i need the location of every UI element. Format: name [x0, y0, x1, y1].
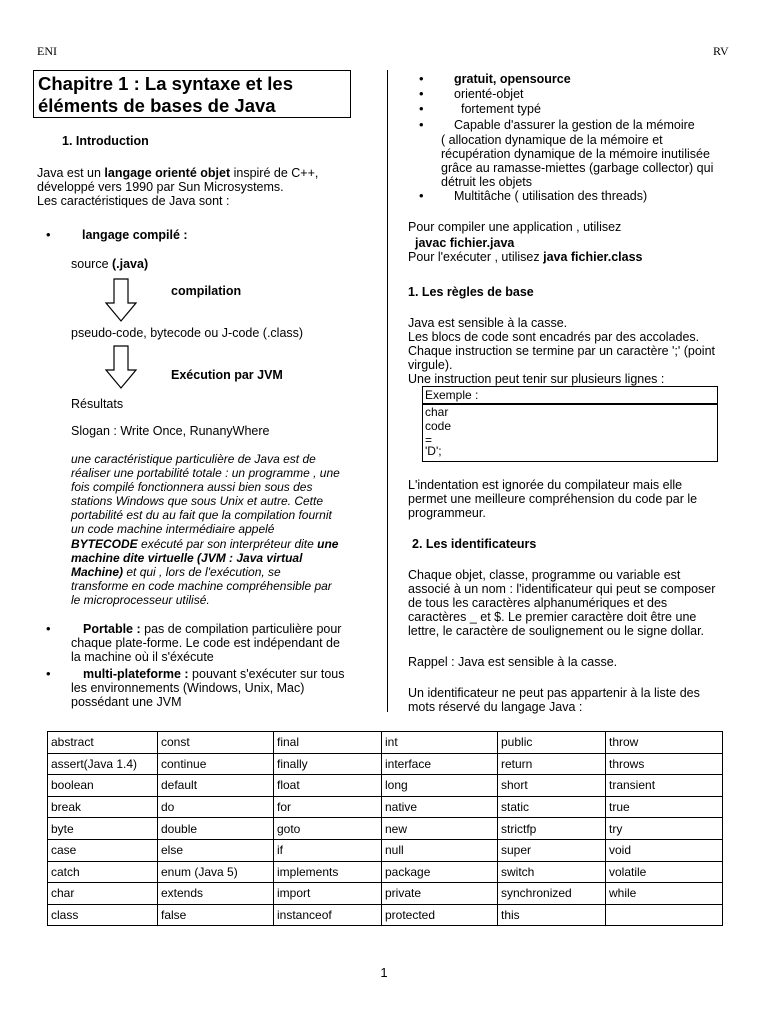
keyword-cell: catch [48, 861, 158, 883]
keyword-cell: float [274, 775, 382, 797]
keyword-cell: double [158, 818, 274, 840]
page-number: 1 [380, 965, 388, 980]
keyword-cell: default [158, 775, 274, 797]
keyword-cell: int [382, 732, 498, 754]
keyword-cell: protected [382, 904, 498, 926]
down-arrow-icon [105, 278, 137, 322]
rules-paragraph: Java est sensible à la casse. Les blocs de code sont encadrés par des accolades. Chaque instruction se termine par un caractère ';' (point virgule). Une instruction peut tenir sur plusieurs lignes : [408, 316, 716, 386]
keyword-cell: extends [158, 883, 274, 905]
identifiers-paragraph: Chaque objet, classe, programme ou variable est associé à un nom : l'identificateur qui peut se composer de tous les caractères alphanumériques et des caractères _ et $. Le premier caractère doit être une lettre, le caractère de soulignement ou le signe dollar. [408, 568, 716, 638]
keyword-cell: enum (Java 5) [158, 861, 274, 883]
bullet-icon: • [419, 188, 424, 203]
keyword-cell: short [498, 775, 606, 797]
table-row [48, 904, 723, 926]
results-line: Résultats [71, 397, 124, 411]
keyword-cell: null [382, 839, 498, 861]
keyword-cell: transient [606, 775, 723, 797]
compilation-label: compilation [171, 284, 242, 298]
keyword-cell: native [382, 796, 498, 818]
keyword-cell: implements [274, 861, 382, 883]
multiplatform-item: multi-plateforme : pouvant s'exécuter sur tous les environnements (Windows, Unix, Mac) possédant une JVM [71, 667, 345, 709]
table-row [48, 818, 723, 840]
keyword-cell: strictfp [498, 818, 606, 840]
example-separator [423, 403, 717, 405]
case-sensitivity-recall: Rappel : Java est sensible à la casse. [408, 655, 618, 669]
compile-instructions: Pour compiler une application , utilisez javac fichier.java Pour l'exécuter , utilisez java fichier.class [408, 220, 643, 264]
source-line: source (.java) [71, 257, 149, 271]
table-row [48, 883, 723, 905]
down-arrow-icon [105, 345, 137, 389]
intro-paragraph: Java est un langage orienté objet inspiré de C++, développé vers 1990 par Sun Microsystems. Les caractéristiques de Java sont : [37, 166, 319, 208]
keyword-cell: assert(Java 1.4) [48, 753, 158, 775]
example-line: char [425, 405, 449, 419]
right-bullet-free: gratuit, opensource [454, 72, 571, 86]
memory-details: ( allocation dynamique de la mémoire et récupération dynamique de la mémoire inutilisée grâce au ramasse-miettes (garbage collector) qui détruit les objets [441, 133, 714, 189]
keyword-cell: do [158, 796, 274, 818]
keyword-cell: true [606, 796, 723, 818]
right-bullet-typed: fortement typé [461, 102, 541, 116]
table-row [48, 839, 723, 861]
example-line: code [425, 419, 452, 433]
keyword-cell: for [274, 796, 382, 818]
keyword-cell: continue [158, 753, 274, 775]
table-row [48, 796, 723, 818]
keyword-cell: interface [382, 753, 498, 775]
example-line: = [425, 433, 433, 447]
rules-heading: 1. Les règles de base [408, 285, 534, 299]
reserved-keywords-table [47, 731, 723, 926]
keyword-cell: finally [274, 753, 382, 775]
bullet-icon: • [46, 227, 51, 242]
keyword-cell: this [498, 904, 606, 926]
table-row [48, 753, 723, 775]
bullet-icon: • [419, 71, 424, 86]
right-bullet-memory: Capable d'assurer la gestion de la mémoire [454, 118, 695, 132]
pseudo-code-line: pseudo-code, bytecode ou J-code (.class) [71, 326, 304, 340]
keyword-cell: import [274, 883, 382, 905]
keyword-cell: public [498, 732, 606, 754]
chapter-title: Chapitre 1 : La syntaxe et les éléments de bases de Java [38, 73, 293, 116]
keyword-cell: byte [48, 818, 158, 840]
indentation-paragraph: L'indentation est ignorée du compilateur mais elle permet une meilleure compréhension du code par le programmeur. [408, 478, 698, 520]
keyword-cell: break [48, 796, 158, 818]
bullet-icon: • [419, 101, 424, 116]
reserved-words-intro: Un identificateur ne peut pas appartenir à la liste des mots réservé du langage Java : [408, 686, 700, 714]
compiled-label: langage compilé : [82, 228, 188, 242]
keyword-cell: const [158, 732, 274, 754]
bullet-icon: • [46, 621, 51, 636]
keyword-cell: char [48, 883, 158, 905]
keyword-cell [606, 904, 723, 926]
keyword-cell: abstract [48, 732, 158, 754]
keyword-cell: switch [498, 861, 606, 883]
execution-label: Exécution par JVM [171, 368, 283, 382]
keyword-cell: package [382, 861, 498, 883]
bullet-icon: • [419, 86, 424, 101]
header-right: RV [713, 44, 729, 58]
keyword-cell: try [606, 818, 723, 840]
keyword-cell: new [382, 818, 498, 840]
example-line: 'D'; [425, 444, 442, 458]
chapter-title-box [33, 70, 351, 118]
example-box [422, 386, 718, 462]
right-bullet-multitask: Multitâche ( utilisation des threads) [454, 189, 648, 203]
keyword-cell: long [382, 775, 498, 797]
keyword-cell: return [498, 753, 606, 775]
keyword-cell: static [498, 796, 606, 818]
intro-heading: 1. Introduction [62, 134, 149, 148]
table-row [48, 861, 723, 883]
bullet-icon: • [46, 666, 51, 681]
keyword-cell: false [158, 904, 274, 926]
keyword-cell: else [158, 839, 274, 861]
keyword-cell: goto [274, 818, 382, 840]
keyword-cell: void [606, 839, 723, 861]
keyword-cell: throws [606, 753, 723, 775]
table-row [48, 732, 723, 754]
keyword-cell: volatile [606, 861, 723, 883]
right-bullet-oop: orienté-objet [454, 87, 524, 101]
keyword-cell: while [606, 883, 723, 905]
keyword-cell: class [48, 904, 158, 926]
portability-paragraph: une caractéristique particulière de Java est de réaliser une portabilité totale : un programme , une fois compilé fonctionnera aussi bien sous des stations Windows que sous Unix et autre. Cette portabilité est du au fait que la compilation fournit un code machine intermédiaire appelé BYTECODE exécuté par son interpréteur dite une machine dite virtuelle (JVM : Java virtual Machine) et qui , lors de l'exécution, se transforme en code machine compréhensible par le microprocesseur utilisé. [71, 452, 340, 607]
header-left: ENI [37, 44, 57, 58]
keyword-cell: final [274, 732, 382, 754]
column-divider [387, 70, 388, 712]
portable-item: Portable : pas de compilation particulière pour chaque plate-forme. Le code est indépendant de la machine où il s'éxécute [71, 622, 342, 664]
keyword-cell: boolean [48, 775, 158, 797]
keyword-cell: case [48, 839, 158, 861]
keyword-cell: synchronized [498, 883, 606, 905]
keyword-cell: if [274, 839, 382, 861]
identifiers-heading: 2. Les identificateurs [412, 537, 537, 551]
slogan-line: Slogan : Write Once, RunanyWhere [71, 424, 270, 438]
example-header: Exemple : [425, 388, 479, 402]
keyword-cell: throw [606, 732, 723, 754]
table-row [48, 775, 723, 797]
keyword-cell: instanceof [274, 904, 382, 926]
keyword-cell: private [382, 883, 498, 905]
keyword-cell: super [498, 839, 606, 861]
bullet-icon: • [419, 117, 424, 132]
